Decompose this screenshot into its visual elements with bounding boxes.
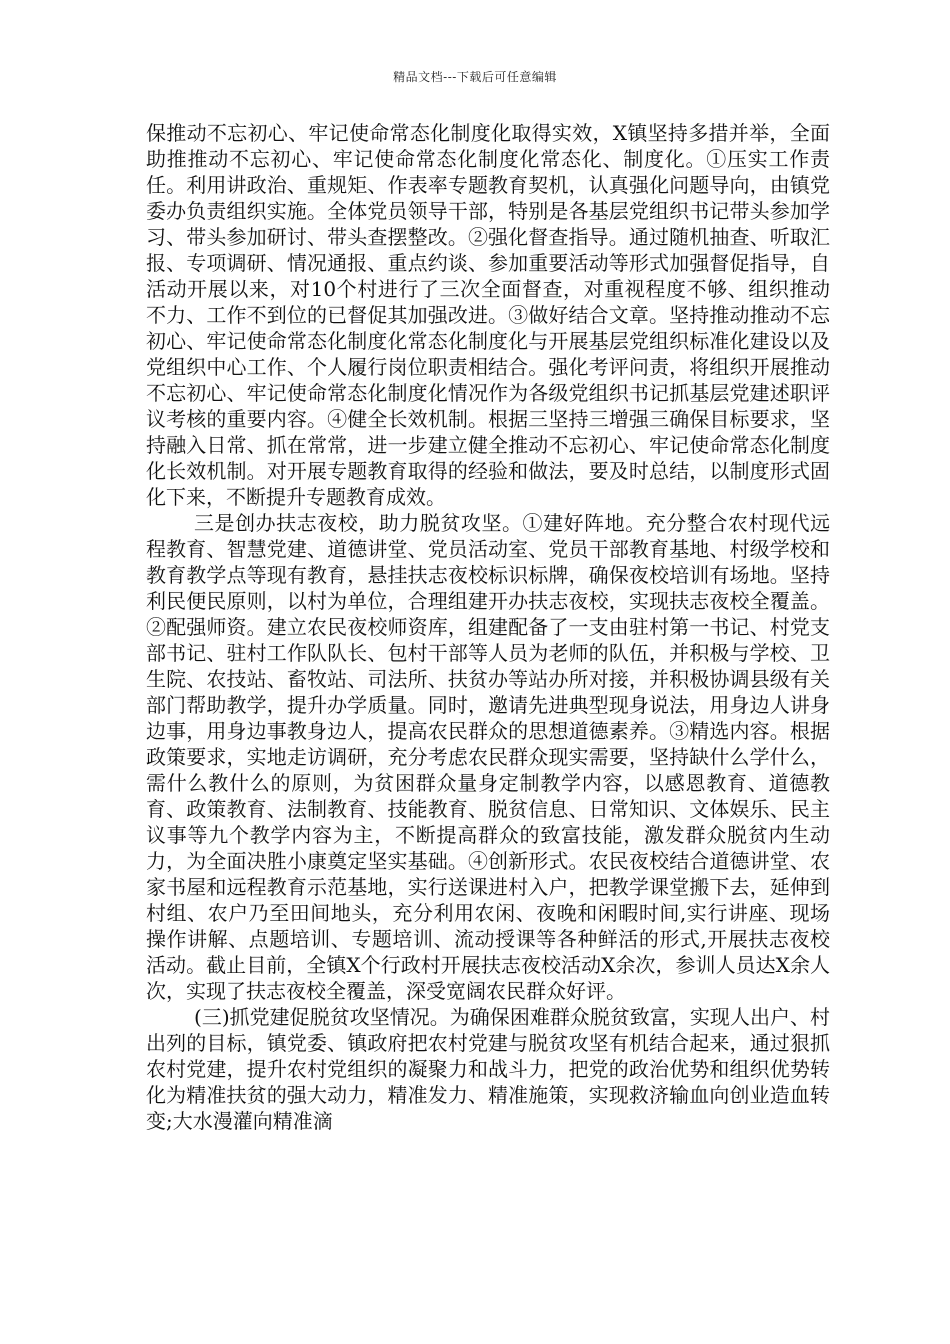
paragraph-night-school: 三是创办扶志夜校，助力脱贫攻坚。①建好阵地。充分整合农村现代远程教育、智慧党建、道德讲堂、党员活动室、党员干部教育基地、村级学校和教育教学点等现有教育，悬挂扶志夜校标识标牌，确保夜校培训有场地。坚持利民便民原则，以村为单位，合理组建开办扶志夜校，实现扶志夜校全覆盖。②配强师资。建立农民夜校师资库，组建配备了一支由驻村第一书记、村党支部书记、驻村工作队队长、包村干部等人员为老师的队伍，并积极与学校、卫生院、农技站、畜牧站、司法所、扶贫办等站办所对接，并积极协调县级有关部门帮助教学，提升办学质量。同时，邀请先进典型现身说法，用身边人讲身边事，用身边事教身边人，提高农民群众的思想道德素养。③精选内容。根据政策要求，实地走访调研，充分考虑农民群众现实需要，坚持缺什么学什么，需什么教什么的原则，为贫困群众量身定制教学内容，以感恩教育、道德教育、政策教育、法制教育、技能教育、脱贫信息、日常知识、文体娱乐、民主议事等九个教学内容为主，不断提高群众的致富技能，激发群众脱贫内生动力，为全面决胜小康奠定坚实基础。④创新形式。农民夜校结合道德讲堂、农家书屋和远程教育示范基地，实行送课进村入户，把教学课堂搬下去，延伸到村组、农户乃至田间地头，充分利用农闲、夜晚和闲暇时间,实行讲座、现场操作讲解、点题培训、专题培训、流动授课等各种鲜活的形式,开展扶志夜校活动。截止目前，全镇X个行政村开展扶志夜校活动X余次，参训人员达X余人次，实现了扶志夜校全覆盖，深受宽阔农民群众好评。: [146, 511, 830, 1003]
paragraph-continuation: 保推动不忘初心、牢记使命常态化制度化取得实效，X镇坚持多措并举，全面助推推动不忘初心、牢记使命常态化制度化常态化、制度化。①压实工作责任。利用讲政治、重规矩、作表率专题教育契机，认真强化问题导向，由镇党委办负责组织实施。全体党员领导干部，特别是各基层党组织书记带头参加学习、带头参加研讨、带头查摆整改。②强化督查指导。通过随机抽查、听取汇报、专项调研、情况通报、重点约谈、参加重要活动等形式加强督促指导，自活动开展以来，对10个村进行了三次全面督查，对重视程度不够、组织推动不力、工作不到位的已督促其加强改进。③做好结合文章。坚持推动推动不忘初心、牢记使命常态化制度化常态化制度化与开展基层党组织标准化建设以及党组织中心工作、个人履行岗位职责相结合。强化考评问责，将组织开展推动不忘初心、牢记使命常态化制度化情况作为各级党组织书记抓基层党建述职评议考核的重要内容。④健全长效机制。根据三坚持三增强三确保目标要求，坚持融入日常、抓在常常，进一步建立健全推动不忘初心、牢记使命常态化制度化长效机制。对开展专题教育取得的经验和做法，要及时总结，以制度形式固化下来，不断提升专题教育成效。: [146, 121, 830, 509]
page-header: 精品文档---下载后可任意编辑: [393, 70, 557, 84]
document-body: [146, 120, 830, 1134]
paragraph-party-building: (三)抓党建促脱贫攻坚情况。为确保困难群众脱贫致富，实现人出户、村出列的目标，镇党委、镇政府把农村党建与脱贫攻坚有机结合起来，通过狠抓农村党建，提升农村党组织的凝聚力和战斗力，把党的政治优势和组织优势转化为精准扶贫的强大动力，精准发力、精准施策，实现救济输血向创业造血转变;大水漫灌向精准滴: [146, 1005, 830, 1133]
